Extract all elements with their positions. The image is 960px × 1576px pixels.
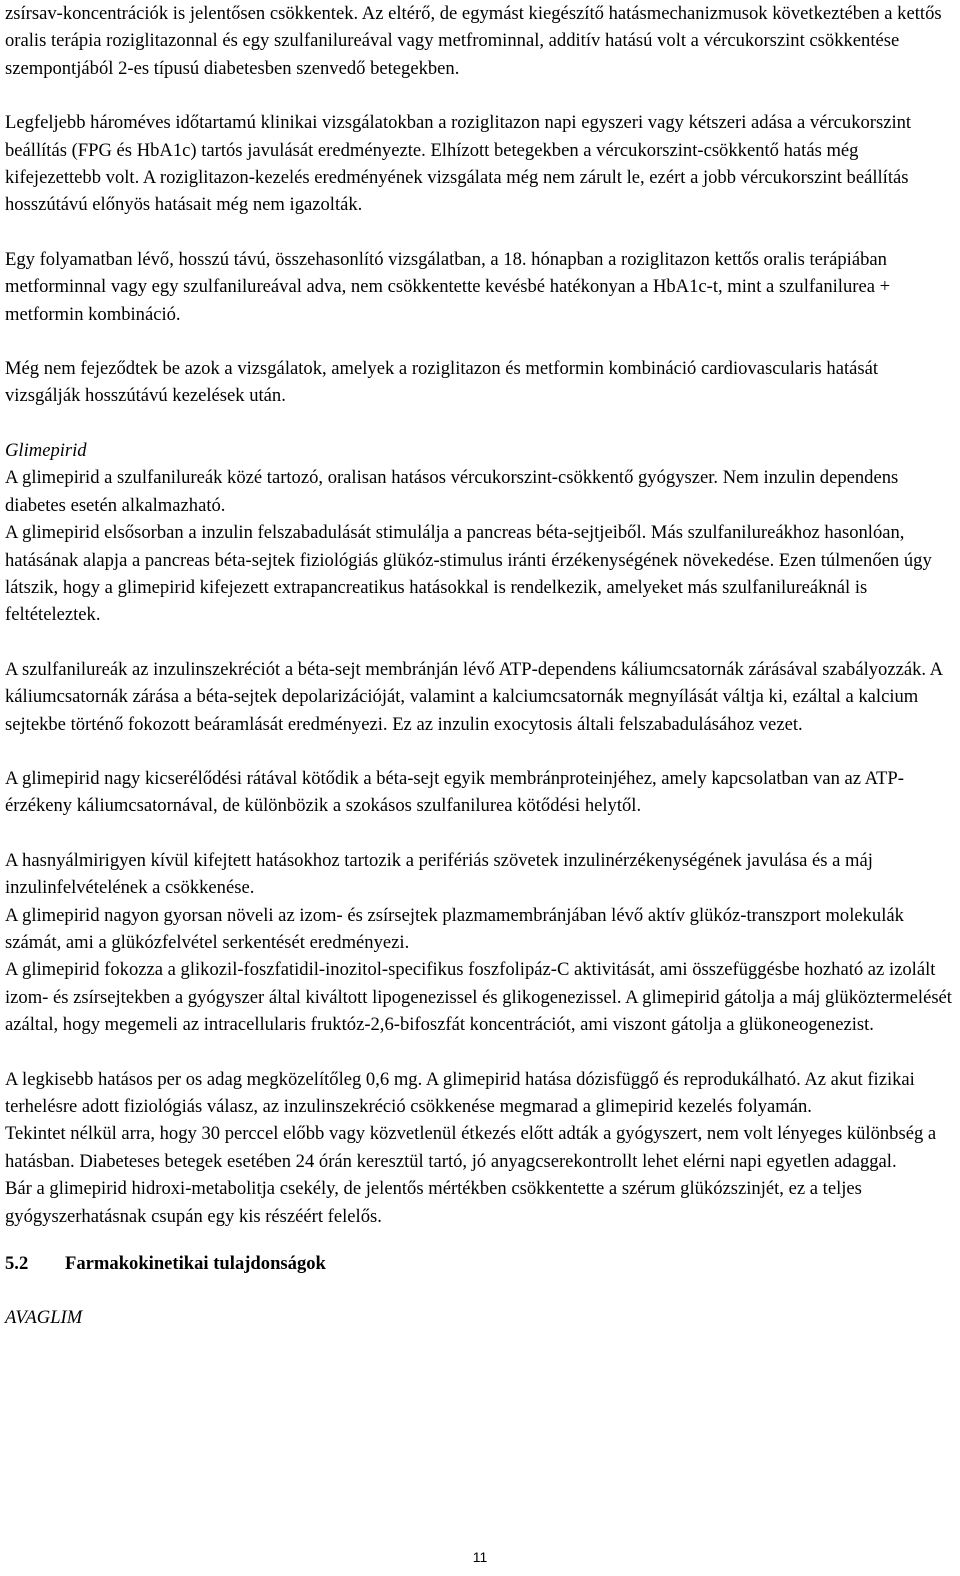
paragraph-membrane-binding: A glimepirid nagy kicserélődési rátával kötődik a béta-sejt egyik membránproteinjéhez, amely kapcsolatban van az ATP-érzékeny káliumcsatornával, de különbözik a szokásos szulfanilurea kötődési helytől. — [5, 767, 904, 817]
paragraph-glucose-transport: A glimepirid nagyon gyorsan növeli az izom- és zsírsejtek plazmamembránjában lévő aktív glükóz-transzport molekulák számát, ami a glükózfelvétel serkentését eredményezi. — [5, 904, 904, 953]
paragraph-meal-timing: Tekintet nélkül arra, hogy 30 perccel előbb vagy közvetlenül étkezés előtt adták a gyógyszert, nem volt lényeges különbség a hatásban. Diabeteses betegek esetében 24 órán keresztül tartó, jó anyagcserekontrollt lehet elérni napi egyetlen adaggal. — [5, 1123, 937, 1172]
paragraph-katp-channels: A szulfanilureák az inzulinszekréciót a béta-sejt membránján lévő ATP-dependens káliumcsatornák zárásával szabályozzák. A káliumcsatornák zárása a béta-sejtek depolarizációját, valamint a kalciumcsatornák megnyílását váltja ki, ezáltal a kalcium sejtekbe történő fokozott beáramlását eredményezi. Ez az inzulin exocytosis általi felszabadulásához vezet. — [5, 658, 943, 735]
section-title: Farmakokinetikai tulajdonságok — [65, 1253, 326, 1275]
paragraph-glimepirid-mechanism: A glimepirid elsősorban a inzulin felszabadulását stimulálja a pancreas béta-sejtjeiből. Más szulfanilureákhoz hasonlóan, hatásának alapja a pancreas béta-sejtek fiziológiás glükóz-stimulus iránti érzékenységének növekedése. Ezen túlmenően úgy látszik, hogy a glimepirid kifejezett extrapancreatikus hatásokkal is rendelkezik, amelyeket más szulfanilureáknál is feltételeztek. — [5, 522, 932, 626]
paragraph-clinical-trials: Legfeljebb hároméves időtartamú klinikai vizsgálatokban a roziglitazon napi egyszeri vagy kétszeri adása a vércukorszint beállítás (FPG és HbA1c) tartós javulását eredményezte. Elhízott betegekben a vércukorszint-csökkentő hatás még kifejezettebb volt. A roziglitazon-kezelés eredményének vizsgálata még nem zárult le, ezért a jobb vércukorszint beállítás hosszútávú előnyös hatásait még nem igazolták. — [5, 112, 912, 216]
paragraph-metabolite: Bár a glimepirid hidroxi-metabolitja csekély, de jelentős mértékben csökkentette a szérum glükózszinjét, ez a teljes gyógyszerhatásnak csupán egy kis részéért felelős. — [5, 1178, 862, 1227]
paragraph-phospholipase: A glimepirid fokozza a glikozil-foszfatidil-inozitol-specifikus foszfolipáz-C aktivitását, ami összefüggésbe hozható az izolált izom- és zsírsejtekben a gyógyszer által kiváltott lipogenezissel és glikogenezissel. A glimepirid gátolja a máj glüköztermelését azáltal, hogy megemeli az intracellularis fruktóz-2,6-bifoszfát koncentrációt, ami viszont gátolja a glükoneogenezist. — [5, 959, 952, 1036]
paragraph-dose-effect: A legkisebb hatásos per os adag megközelítőleg 0,6 mg. A glimepirid hatása dózisfüggő és reprodukálható. Az akut fizikai terhelésre adott fiziológiás válasz, az inzulinszekréció csökkenése megmarad a glimepirid kezelés folyamán. — [5, 1068, 915, 1117]
subheading-avaglim: AVAGLIM — [5, 1307, 83, 1329]
paragraph-extrapancreatic: A hasnyálmirigyen kívül kifejtett hatásokhoz tartozik a perifériás szövetek inzulinérzékenységének javulása és a máj inzulinfelvételének a csökkenése. — [5, 849, 873, 899]
paragraph-comparative-study: Egy folyamatban lévő, hosszú távú, összehasonlító vizsgálatban, a 18. hónapban a roziglitazon kettős oralis terápiában metforminnal vagy egy szulfanilureával adva, nem csökkentette kevésbé hatékonyan a HbA1c-t, mint a szulfanilurea + metformin kombináció. — [5, 248, 891, 325]
page-number: 11 — [472, 1549, 488, 1565]
subheading-glimepirid: Glimepirid — [5, 439, 87, 461]
paragraph-cardiovascular-studies: Még nem fejeződtek be azok a vizsgálatok, amelyek a roziglitazon és metformin kombináció cardiovascularis hatását vizsgálják hosszútávú kezelések után. — [5, 358, 879, 407]
paragraph-glimepirid-intro: A glimepirid a szulfanilureák közé tartozó, oralisan hatásos vércukorszint-csökkentő gyógyszer. Nem inzulin dependens diabetes esetén alkalmazható. — [5, 467, 899, 516]
section-heading — [5, 1250, 955, 1277]
section-number: 5.2 — [5, 1253, 29, 1275]
paragraph-combination-effect: zsírsav-koncentrációk is jelentősen csökkentek. Az eltérő, de egymást kiegészítő hatásmechanizmusok következtében a kettős oralis terápia roziglitazonnal és egy szulfanilureával vagy metfrominnal, additív hatású volt a vércukorszint csökkentése szempontjából 2-es típusú diabetesben szenvedő betegekben. — [5, 3, 942, 79]
document-page — [5, 0, 955, 1332]
